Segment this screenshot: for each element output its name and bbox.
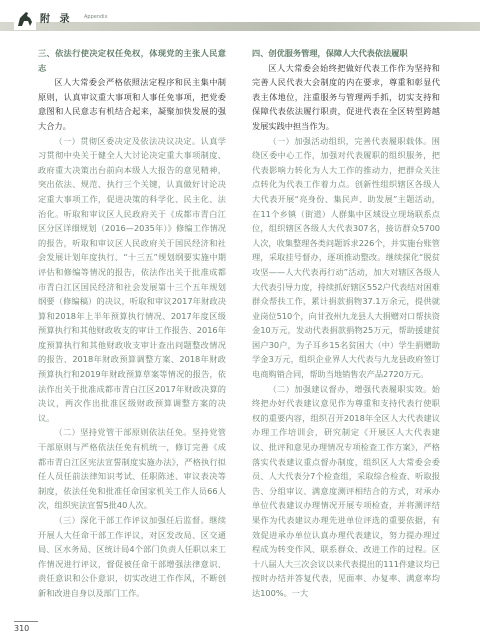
header-title: 附 录 bbox=[40, 14, 73, 25]
footer-divider bbox=[14, 621, 38, 622]
paragraph: （二）加强建议督办，增强代表履职实效。始终把办好代表建议意见作为尊重和支持代表行使职权的重要内容，组织召开2018年全区人大代表建议办理工作培训会，研究制定《开展区人大代表建议、批评和意见办理情况专项检查工作方案》，严格落实代表建议重点督办制度，组织区人大常委会委员、人大代表分7个检查组，采取综合检查、听取报告、分组审议、满意度测评相结合的方式，对承办单位代表建议办理情况开展专项检查，并将测评结果作为代表建议办理先进单位评选的重要依据，有效促进承办单位认真办理代表建议，努力提办理过程成为转变作风、联系群众、改进工作的过程。区十八届人大三次会议以来代表提出的111件建议均已按时办结并答复代表，见面率、办复率、满意率均达100%。一大 bbox=[252, 383, 440, 598]
paragraph: （二）坚持党管干部原则依法任免。坚持党管干部原则与严格依法任免有机统一，修订完善《成都市青白江区宪法宣誓制度实施办法》，严格执行拟任人员任前法律知识考试、任职陈述、审议表决等制度，依法任免和批准任命国家机关工作人员66人次，组织宪法宣誓5批40人次。 bbox=[38, 427, 226, 511]
section-heading: 三、依法行使决定权任免权，体现党的主张人民意志 bbox=[38, 48, 226, 73]
paragraph: 区人大常委会始终把做好代表工作作为坚持和完善人民代表大会制度的内在要求，尊重和彰显代表主体地位，注重服务与管理两手抓，切实支持和保障代表依法履行职责，促进代表在全区转型跨越发展实践中担当作为。 bbox=[252, 62, 440, 131]
section-heading: 四、创优服务管理，保障人大代表依法履职 bbox=[252, 48, 408, 58]
paragraph: （一）贯彻区委决定及依法决议决定。认真学习贯彻中央关于健全人大讨论决定重大事项制度、政府重大决策出台前向本级人大报告的意见精神，突出依法、规范、执行三个关键，认真做好讨论决定重大事项工作，促进决策的科学化、民主化、法治化。听取和审议区人民政府关于《成都市青白江区分区详细规划（2016—2035年）》修编工作情况的报告，听取和审议区人民政府关于国民经济和社会发展计划年度执行、“十三五”规划纲要实施中期评估和修编等情况的报告，依法作出关于批准成都市青白江区国民经济和社会发展第十三个五年规划纲要（修编稿）的决议，听取和审议2017年财政决算和2018年上半年预算执行情况、2017年度区级预算执行和其他财政收支的审计工作报告、2016年度预算执行和其他财政收支审计查出问题整改情况的报告、2018年财政预算调整方案、2018年财政预算执行和2019年财政预算草案等情况的报告，依法作出关于批准成都市青白江区2017年财政决算的决议，两次作出批准区级财政预算调整方案的决议。 bbox=[38, 135, 226, 423]
horse-logo-icon bbox=[14, 8, 36, 30]
right-column bbox=[252, 46, 440, 601]
paragraph: （三）深化干部工作评议加强任后监督。继续开展人大任命干部工作评议，对区发改局、区交通局、区水务局、区统计局4个部门负责人任职以来工作情况进行评议，督促被任命干部增强法律意识、责任意识和公仆意识，切实改进工作作风，不断创新和改进自身以及部门工作。 bbox=[38, 515, 226, 598]
paragraph: （一）加强活动组织，完善代表履职载体。围绕区委中心工作，加强对代表履职的组织服务，把代表影响力转化为人大工作的推动力，把群众关注点转化为代表工作着力点。创新性组织辖区各级人大代表开展“亮身份、集民声、助发展”主题活动，在11个乡镇（街道）人群集中区域设立现场联系点位，组织辖区各级人大代表307名，接访群众5700人次，收集整理各类问题诉求226个，并实施台账管理，采取挂号督办，逐项推动整改。继续探化“脱贫攻坚——人大代表再行动”活动，加大对辖区各级人大代表引导力度，持续抓好辖区552户代表结对困难群众帮扶工作，累计捐款捐物37.1万余元，提供就业岗位510个，向甘孜州九龙县人大捐赠对口帮扶资金10万元，发动代表捐款捐物25万元，帮助援建贫困户30户，为子耳乡15名贫困大（中）学生捐赠助学金3万元，组织企业界人大代表与九龙县政府签订电商购销合同，帮助当地销售农产品2720万元。 bbox=[252, 135, 440, 380]
left-column bbox=[38, 46, 226, 601]
page-number: 310 bbox=[14, 624, 30, 633]
page-header bbox=[0, 0, 480, 40]
paragraph: 区人大常委会严格依照法定程序和民主集中制原则，认真审议重大事项和人事任免事项，把党委意图和人民意志有机结合起来，凝聚加快发展的强大合力。 bbox=[38, 77, 226, 131]
header-subtitle: Appendix bbox=[84, 14, 108, 20]
